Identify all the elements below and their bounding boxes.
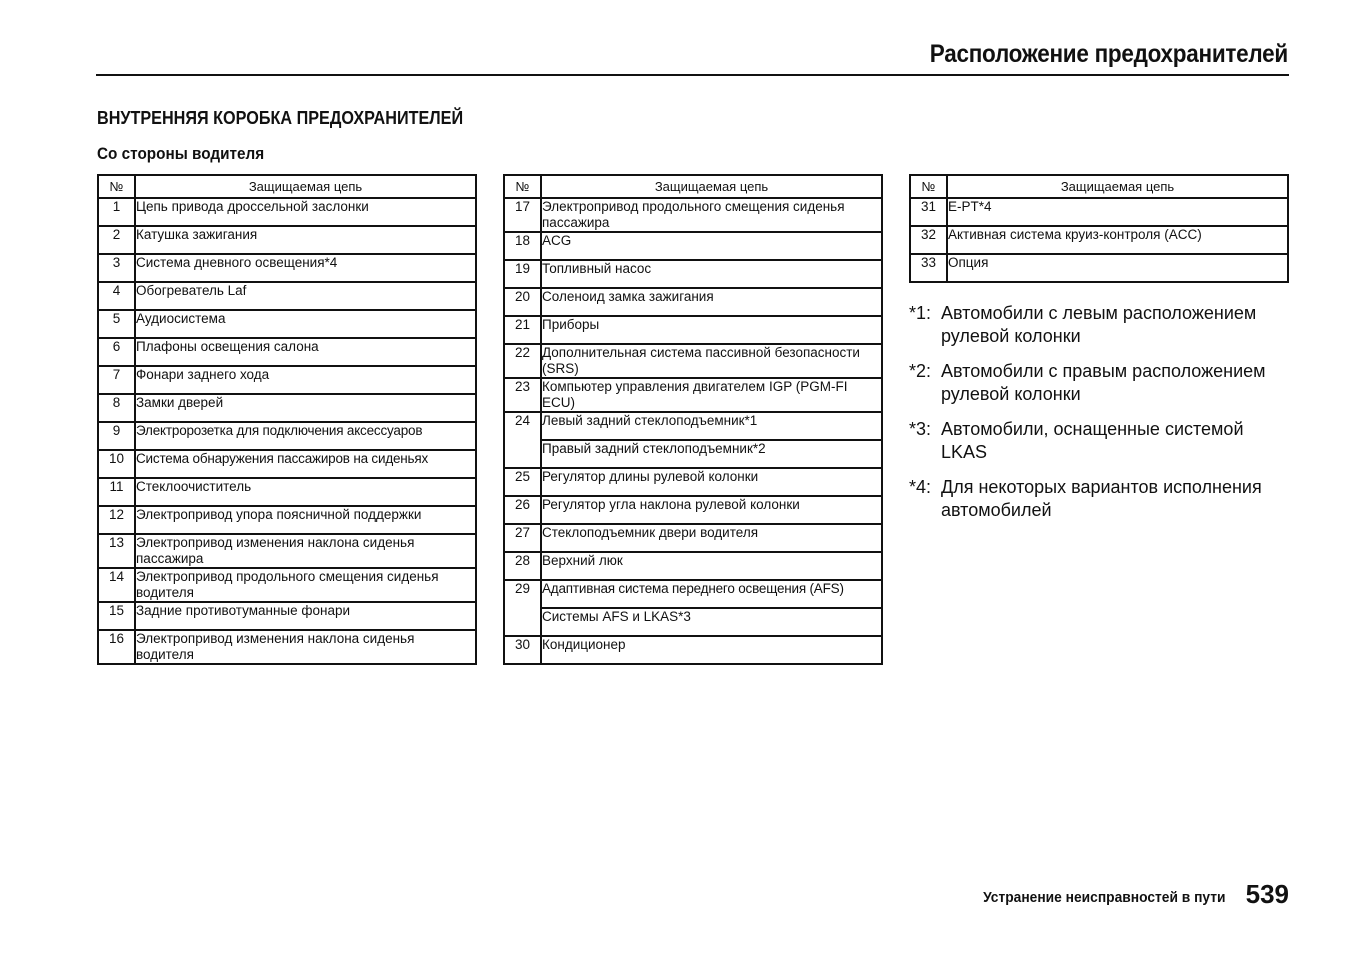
- footnote-mark: *2:: [909, 361, 932, 381]
- table-row: [910, 226, 1288, 254]
- fuse-number: 32: [910, 226, 947, 254]
- fuse-number: 12: [98, 506, 135, 534]
- fuse-number: 3: [98, 254, 135, 282]
- section-title: ВНУТРЕННЯЯ КОРОБКА ПРЕДОХРАНИТЕЛЕЙ: [97, 108, 464, 128]
- column-header-number: №: [910, 175, 947, 198]
- fuse-number: 8: [98, 394, 135, 422]
- table-row: [504, 636, 882, 664]
- fuse-number: 20: [504, 288, 541, 316]
- fuse-number: 23: [504, 378, 541, 412]
- fuse-number: 29: [504, 580, 541, 636]
- subsection-title: Со стороны водителя: [97, 144, 265, 163]
- fuse-circuit: Электропривод продольного смещения сиденья водителя: [135, 568, 476, 602]
- footnote-mark: *3:: [909, 419, 932, 439]
- fuse-circuit: Катушка зажигания: [135, 226, 476, 254]
- fuse-number: 17: [504, 198, 541, 232]
- table-row: [504, 552, 882, 580]
- fuse-number: 24: [504, 412, 541, 468]
- fuse-circuit: Системы AFS и LKAS*3: [541, 608, 882, 636]
- table-header-row: [98, 175, 476, 198]
- footnote: [909, 418, 1289, 464]
- fuse-circuit: ACG: [541, 232, 882, 260]
- fuse-circuit: Соленоид замка зажигания: [541, 288, 882, 316]
- table-row: [98, 450, 476, 478]
- table-row: [504, 468, 882, 496]
- footnote: [909, 360, 1289, 406]
- fuse-circuit: [135, 422, 476, 450]
- table-row: [98, 568, 476, 602]
- fuse-number: 5: [98, 310, 135, 338]
- fuse-circuit: Стеклоподъемник двери водителя: [541, 524, 882, 552]
- fuse-circuit: Компьютер управления двигателем IGP (PGM-FI ECU): [541, 378, 882, 412]
- fuse-circuit: Электропривод изменения наклона сиденья водителя: [135, 630, 476, 664]
- fuse-number: 19: [504, 260, 541, 288]
- fuse-table-1: [97, 174, 477, 665]
- footnote-mark: *4:: [909, 477, 932, 497]
- table-row: [504, 260, 882, 288]
- fuse-circuit: Система дневного освещения*4: [135, 254, 476, 282]
- fuse-circuit: Кондиционер: [541, 636, 882, 664]
- table-row: [98, 310, 476, 338]
- fuse-circuit-text: Адаптивная система переднего освещения (AFS): [542, 581, 844, 596]
- fuse-circuit: Электропривод упора поясничной поддержки: [135, 506, 476, 534]
- page-number: 539: [1245, 879, 1289, 909]
- fuse-circuit: Замки дверей: [135, 394, 476, 422]
- footnote-text: Для некоторых вариантов исполнения автомобилей: [941, 477, 1262, 520]
- table-row: [504, 496, 882, 524]
- table-row: [98, 366, 476, 394]
- page-title: Расположение предохранителей: [929, 40, 1288, 68]
- fuse-circuit: Цепь привода дроссельной заслонки: [135, 198, 476, 226]
- table-row: [98, 226, 476, 254]
- column-header-number: №: [98, 175, 135, 198]
- footer-section-label: Устранение неисправностей в пути: [983, 889, 1226, 906]
- column-header-circuit: Защищаемая цепь: [135, 175, 476, 198]
- fuse-circuit: Приборы: [541, 316, 882, 344]
- fuse-number: 26: [504, 496, 541, 524]
- fuse-circuit: Топливный насос: [541, 260, 882, 288]
- table-row: [98, 338, 476, 366]
- table-row: [98, 422, 476, 450]
- footnote: [909, 302, 1289, 348]
- fuse-circuit: Аудиосистема: [135, 310, 476, 338]
- fuse-circuit: Обогреватель Laf: [135, 282, 476, 310]
- fuse-number: 16: [98, 630, 135, 664]
- fuse-circuit: Стеклоочиститель: [135, 478, 476, 506]
- table-row: [98, 630, 476, 664]
- title-divider: [96, 74, 1289, 76]
- fuse-circuit: Электропривод изменения наклона сиденья пассажира: [135, 534, 476, 568]
- fuse-circuit: Электропривод продольного смещения сиденья пассажира: [541, 198, 882, 232]
- fuse-number: 6: [98, 338, 135, 366]
- fuse-number: 28: [504, 552, 541, 580]
- fuse-circuit: Левый задний стеклоподъемник*1: [541, 412, 882, 440]
- fuse-number: 2: [98, 226, 135, 254]
- fuse-number: 21: [504, 316, 541, 344]
- fuse-number: 30: [504, 636, 541, 664]
- table-row: [98, 282, 476, 310]
- table-row: [910, 254, 1288, 282]
- table-row: [504, 378, 882, 412]
- table-header-row: [504, 175, 882, 198]
- column-header-circuit: Защищаемая цепь: [541, 175, 882, 198]
- fuse-number: 9: [98, 422, 135, 450]
- table-row: [504, 232, 882, 260]
- table-row: [98, 602, 476, 630]
- footnote-text: Автомобили с правым расположением рулевой колонки: [941, 361, 1266, 404]
- table-row: [504, 580, 882, 608]
- footnote: [909, 476, 1289, 522]
- table-row: [504, 608, 882, 636]
- fuse-number: 15: [98, 602, 135, 630]
- fuse-number: 4: [98, 282, 135, 310]
- fuse-number: 27: [504, 524, 541, 552]
- table-row: [98, 506, 476, 534]
- fuse-circuit: Верхний люк: [541, 552, 882, 580]
- fuse-circuit-text: Система обнаружения пассажиров на сиденьях: [136, 451, 429, 466]
- fuse-circuit: E-PT*4: [947, 198, 1288, 226]
- fuse-number: 33: [910, 254, 947, 282]
- fuse-number: 25: [504, 468, 541, 496]
- fuse-number: 22: [504, 344, 541, 378]
- column-header-circuit: Защищаемая цепь: [947, 175, 1288, 198]
- table-row: [504, 524, 882, 552]
- fuse-number: 10: [98, 450, 135, 478]
- fuse-table-3: [909, 174, 1289, 283]
- table-row: [504, 198, 882, 232]
- table-row: [504, 440, 882, 468]
- table-row: [504, 344, 882, 378]
- fuse-number: 13: [98, 534, 135, 568]
- fuse-circuit: Правый задний стеклоподъемник*2: [541, 440, 882, 468]
- fuse-table-2: [503, 174, 883, 665]
- fuse-circuit: Плафоны освещения салона: [135, 338, 476, 366]
- fuse-circuit: Активная система круиз-контроля (ACC): [947, 226, 1288, 254]
- column-header-number: №: [504, 175, 541, 198]
- table-row: [910, 198, 1288, 226]
- fuse-circuit: [541, 580, 882, 608]
- fuse-number: 18: [504, 232, 541, 260]
- fuse-circuit: Фонари заднего хода: [135, 366, 476, 394]
- table-row: [98, 478, 476, 506]
- fuse-number: 7: [98, 366, 135, 394]
- fuse-number: 14: [98, 568, 135, 602]
- table-row: [98, 254, 476, 282]
- table-row: [98, 198, 476, 226]
- table-row: [504, 288, 882, 316]
- footnote-text: Автомобили с левым расположением рулевой колонки: [941, 303, 1257, 346]
- fuse-number: 31: [910, 198, 947, 226]
- fuse-circuit: Дополнительная система пассивной безопасности (SRS): [541, 344, 882, 378]
- table-row: [504, 316, 882, 344]
- footnote-text: Автомобили, оснащенные системой LKAS: [941, 419, 1244, 462]
- fuse-circuit: Регулятор угла наклона рулевой колонки: [541, 496, 882, 524]
- fuse-circuit: Задние противотуманные фонари: [135, 602, 476, 630]
- table-row: [98, 534, 476, 568]
- fuse-circuit: [135, 450, 476, 478]
- footnotes: [909, 302, 1289, 534]
- fuse-circuit: Опция: [947, 254, 1288, 282]
- fuse-number: 1: [98, 198, 135, 226]
- table-row: [504, 412, 882, 440]
- footnote-mark: *1:: [909, 303, 932, 323]
- fuse-circuit-text: Электророзетка для подключения аксессуаров: [136, 423, 423, 438]
- fuse-circuit: Регулятор длины рулевой колонки: [541, 468, 882, 496]
- table-header-row: [910, 175, 1288, 198]
- fuse-number: 11: [98, 478, 135, 506]
- table-row: [98, 394, 476, 422]
